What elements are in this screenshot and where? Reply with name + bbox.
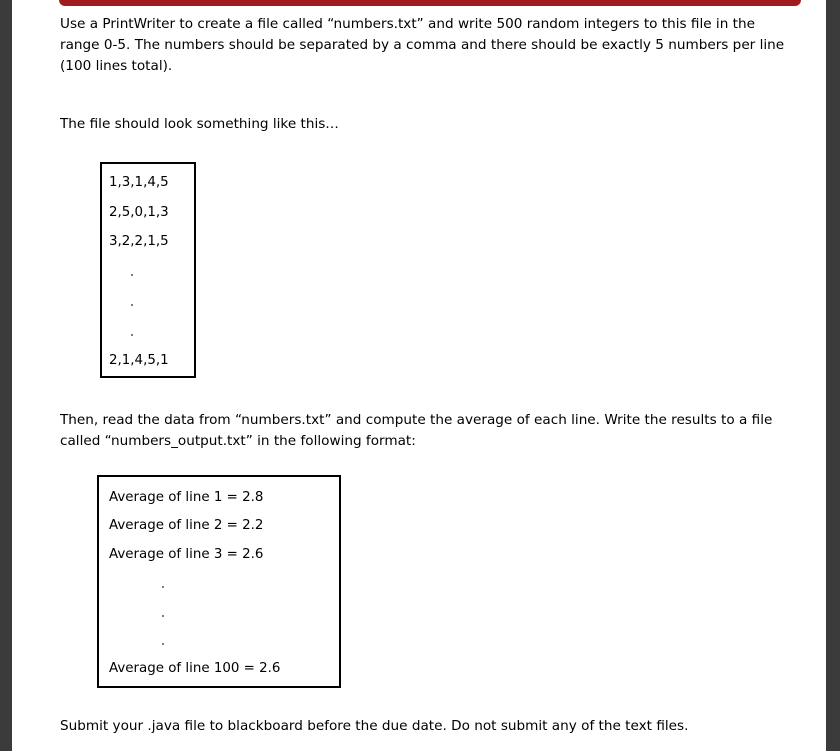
output-line-2: Average of line 2 = 2.2: [109, 518, 264, 533]
ellipsis-dot: [131, 274, 133, 276]
output-last-line: Average of line 100 = 2.6: [109, 661, 281, 676]
ellipsis-dot: [162, 615, 164, 617]
ellipsis-dot: [131, 304, 133, 306]
output-line-3: Average of line 3 = 2.6: [109, 547, 264, 562]
header-bar: [59, 0, 801, 6]
numbers-line-3: 3,2,2,1,5: [109, 234, 169, 249]
left-margin-shadow: [0, 0, 12, 751]
output-line-1: Average of line 1 = 2.8: [109, 490, 264, 505]
ellipsis-dot: [162, 643, 164, 645]
right-margin-shadow: [826, 0, 840, 751]
numbers-line-2: 2,5,0,1,3: [109, 205, 169, 220]
intro-paragraph: Use a PrintWriter to create a file called “numbers.txt” and write 500 random integers to this file in the range 0-5. The numbers should be separated by a comma and there should be exactly 5 numbers per line (100 lines total).: [60, 16, 785, 74]
numbers-file-example-box: [100, 162, 196, 378]
read-instruction-paragraph: Then, read the data from “numbers.txt” and compute the average of each line. Write the results to a file called “numbers_output.txt” in the following format:: [60, 412, 773, 449]
numbers-last-line: 2,1,4,5,1: [109, 353, 169, 368]
numbers-line-1: 1,3,1,4,5: [109, 175, 169, 190]
ellipsis-dot: [131, 334, 133, 336]
output-file-example-box: [97, 475, 341, 688]
document-page: [12, 0, 826, 751]
file-example-caption: The file should look something like this…: [60, 116, 339, 132]
ellipsis-dot: [162, 586, 164, 588]
submit-note: Submit your .java file to blackboard before the due date. Do not submit any of the text files.: [60, 718, 689, 734]
